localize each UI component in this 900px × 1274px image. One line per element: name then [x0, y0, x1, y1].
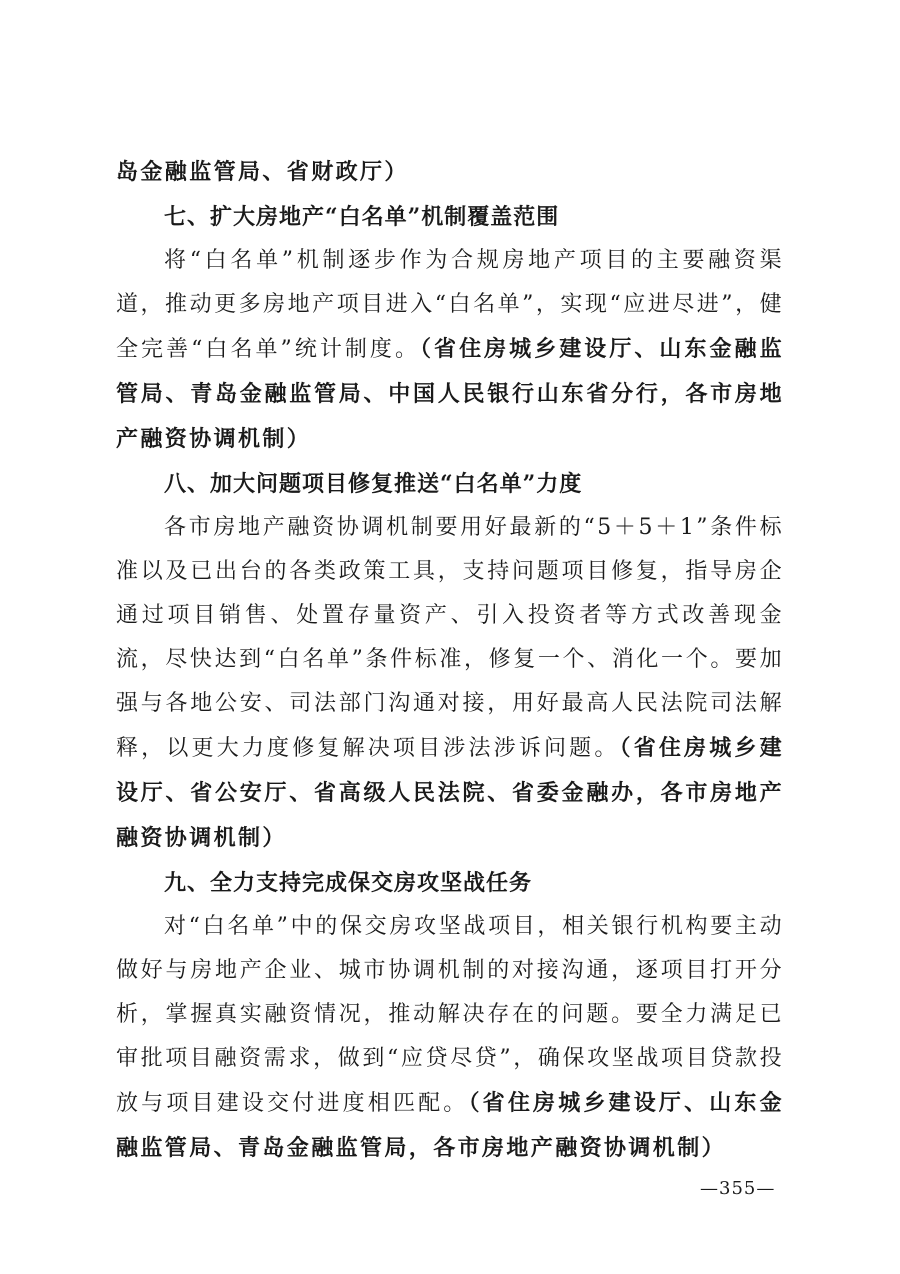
body-text: 将“白名单”机制逐步作为合规房地产项目的主要融资渠道，推动更多房地产项目进入“白名单”，实现“应进尽进”，健全完善“白名单”统计制度。: [116, 248, 784, 362]
body-text: 对“白名单”中的保交房攻坚战项目，相关银行机构要主动做好与房地产企业、城市协调机制的对接沟通，逐项目打开分析，掌握真实融资情况，推动解决存在的问题。要全力满足已审批项目融资需求，做到“应贷尽贷”，确保攻坚战项目贷款投放与项目建设交付进度相匹配。: [116, 914, 784, 1116]
continuation-paragraph: [116, 150, 784, 195]
responsible-units: （省住房城乡建设厅、省公安厅、省高级人民法院、省委金融办，各市房地产融资协调机制）: [116, 735, 784, 851]
responsible-units: （省住房城乡建设厅、山东金融监管局、青岛金融监管局，各市房地产融资协调机制）: [116, 1090, 785, 1161]
page-number: —355—: [700, 1178, 776, 1199]
responsible-units: 岛金融监管局、省财政厅）: [116, 159, 409, 185]
section-body-8: [116, 506, 784, 861]
section-body-7: [116, 239, 784, 462]
section-heading-9: 九、全力支持完成保交房攻坚战任务: [164, 870, 533, 896]
section-heading-7: 七、扩大房地产“白名单”机制覆盖范围: [164, 204, 560, 230]
section-body-9: [116, 905, 784, 1171]
responsible-units: （省住房城乡建设厅、山东金融监管局、青岛金融监管局、中国人民银行山东省分行，各市房地产融资协调机制）: [116, 336, 784, 452]
document-page: [116, 150, 784, 1171]
section-heading-8: 八、加大问题项目修复推送“白名单”力度: [164, 471, 583, 497]
body-text: 各市房地产融资协调机制要用好最新的“5＋5＋1”条件标准以及已出台的各类政策工具，支持问题项目修复，指导房企通过项目销售、处置存量资产、引入投资者等方式改善现金流，尽快达到“白名单”条件标准，修复一个、消化一个。要加强与各地公安、司法部门沟通对接，用好最高人民法院司法解释，以更大力度修复解决项目涉法涉诉问题。: [116, 515, 784, 761]
